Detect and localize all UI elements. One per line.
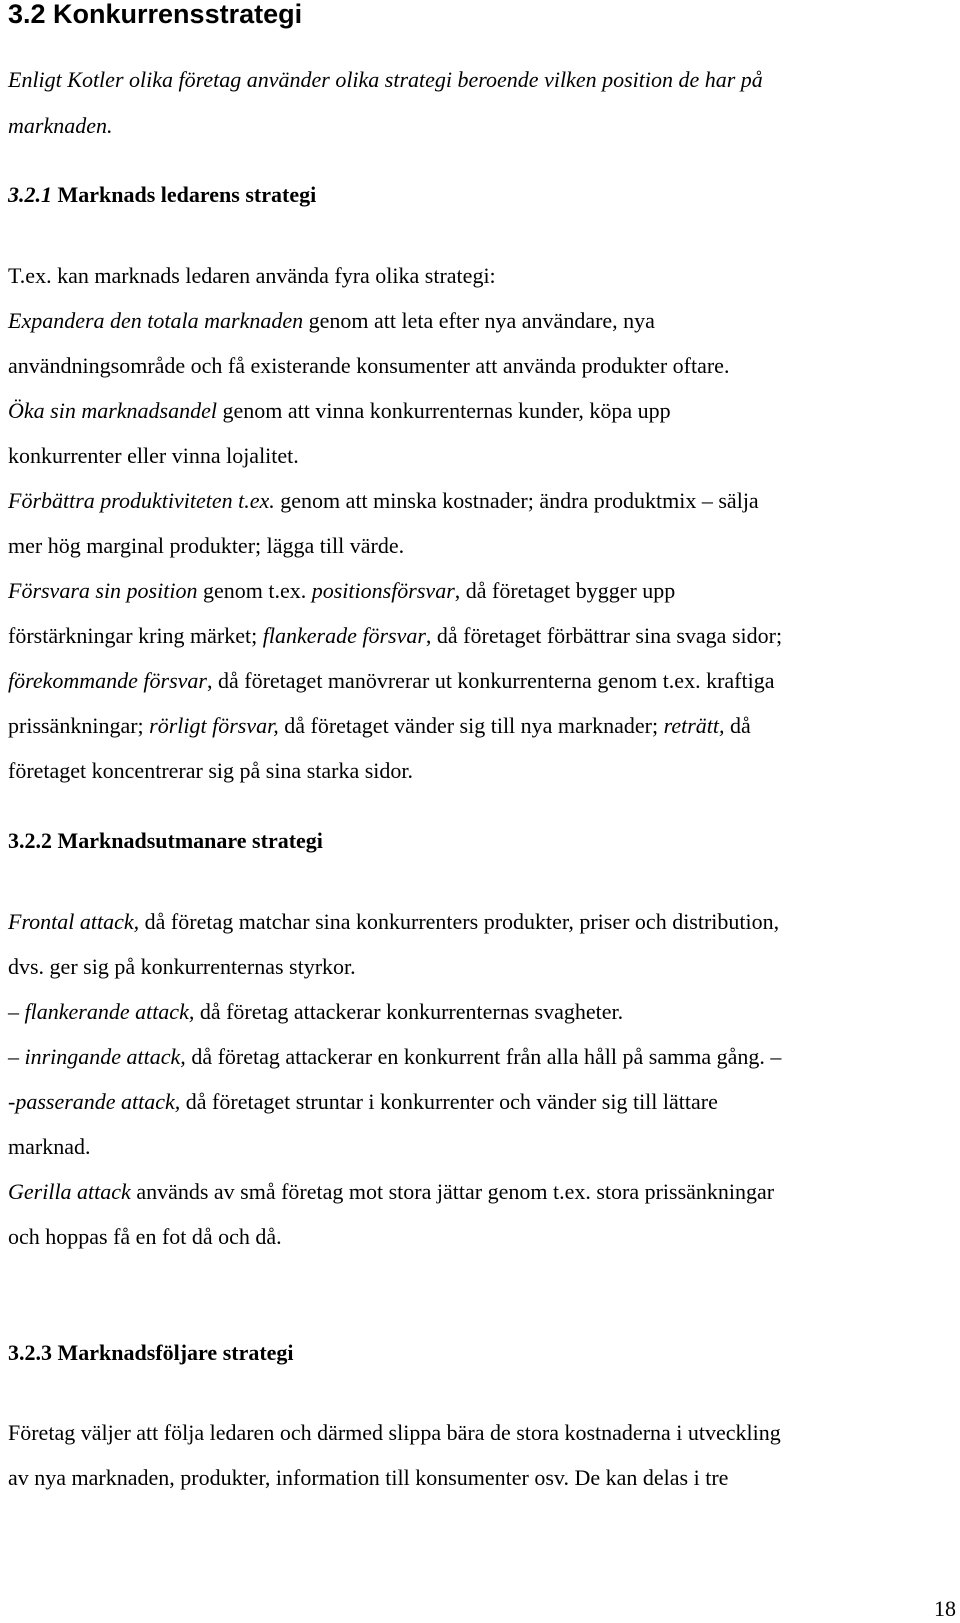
paragraph-line: Frontal attack, då företag matchar sina konkurrenters produkter, priser och distribution,	[8, 909, 780, 934]
term: flankerade försvar	[262, 623, 426, 648]
term: förekommande försvar	[8, 668, 207, 693]
paragraph-line: marknad.	[8, 1134, 91, 1159]
paragraph-line: Försvara sin position genom t.ex. positionsförsvar, då företaget bygger upp	[8, 578, 676, 603]
paragraph-line: förstärkningar kring märket; flankerade försvar, då företaget förbättrar sina svaga sidor;	[8, 623, 783, 648]
paragraph-line: förekommande försvar, då företaget manövrerar ut konkurrenterna genom t.ex. kraftiga	[8, 668, 775, 693]
term: Öka sin marknadsandel	[8, 398, 217, 423]
term: -passerande attack,	[8, 1089, 181, 1114]
intro-line: marknaden.	[8, 113, 113, 138]
term: rörligt försvar,	[149, 713, 279, 738]
term: Förbättra produktiviteten t.ex.	[8, 488, 275, 513]
subsection-heading-leader	[8, 172, 316, 218]
intro-line: Enligt Kotler olika företag använder olika strategi beroende vilken position de har på	[8, 67, 763, 92]
heading-number: 3.2.1	[8, 182, 52, 207]
term: Frontal attack,	[8, 909, 140, 934]
paragraph-line: konkurrenter eller vinna lojalitet.	[8, 443, 299, 468]
subsection-heading-challenger: 3.2.2 Marknadsutmanare strategi	[8, 828, 323, 853]
paragraph-line: och hoppas få en fot då och då.	[8, 1224, 282, 1249]
paragraph-line: – inringande attack, då företag attackerar en konkurrent från alla håll på samma gång. –	[8, 1044, 782, 1069]
term: reträtt,	[663, 713, 725, 738]
term: Gerilla attack	[8, 1179, 131, 1204]
term: Försvara sin position	[8, 578, 198, 603]
page-number: 18	[934, 1596, 956, 1621]
heading-text: Marknads ledarens strategi	[52, 182, 317, 207]
paragraph-line: företaget koncentrerar sig på sina starka sidor.	[8, 758, 414, 783]
paragraph-line: prissänkningar; rörligt försvar, då företaget vänder sig till nya marknader; reträtt, då	[8, 713, 751, 738]
paragraph-line: Företag väljer att följa ledaren och därmed slippa bära de stora kostnaderna i utveckling	[8, 1420, 781, 1445]
term: positionsförsvar	[311, 578, 455, 603]
term: Expandera den totala marknaden	[8, 308, 304, 333]
paragraph-line: dvs. ger sig på konkurrenternas styrkor.	[8, 954, 356, 979]
paragraph-line: Expandera den totala marknaden genom att leta efter nya användare, nya	[8, 308, 655, 333]
paragraph-line: mer hög marginal produkter; lägga till värde.	[8, 533, 405, 558]
paragraph-line: T.ex. kan marknads ledaren använda fyra olika strategi:	[8, 263, 496, 288]
paragraph-line: – flankerande attack, då företag attackerar konkurrenternas svagheter.	[8, 999, 624, 1024]
paragraph-line: Gerilla attack används av små företag mot stora jättar genom t.ex. stora prissänkningar	[8, 1179, 775, 1204]
term: flankerande attack,	[24, 999, 195, 1024]
subsection-heading-follower: 3.2.3 Marknadsföljare strategi	[8, 1340, 294, 1365]
paragraph-line: användningsområde och få existerande konsumenter att använda produkter oftare.	[8, 353, 730, 378]
paragraph-line: Öka sin marknadsandel genom att vinna konkurrenternas kunder, köpa upp	[8, 398, 671, 423]
term: inringande attack,	[24, 1044, 186, 1069]
paragraph-line: Förbättra produktiviteten t.ex. genom att minska kostnader; ändra produktmix – sälja	[8, 488, 759, 513]
paragraph-line: -passerande attack, då företaget struntar i konkurrenter och vänder sig till lättare	[8, 1089, 718, 1114]
section-title: 3.2 Konkurrensstrategi	[8, 0, 303, 29]
paragraph-line: av nya marknaden, produkter, information till konsumenter osv. De kan delas i tre	[8, 1465, 729, 1490]
